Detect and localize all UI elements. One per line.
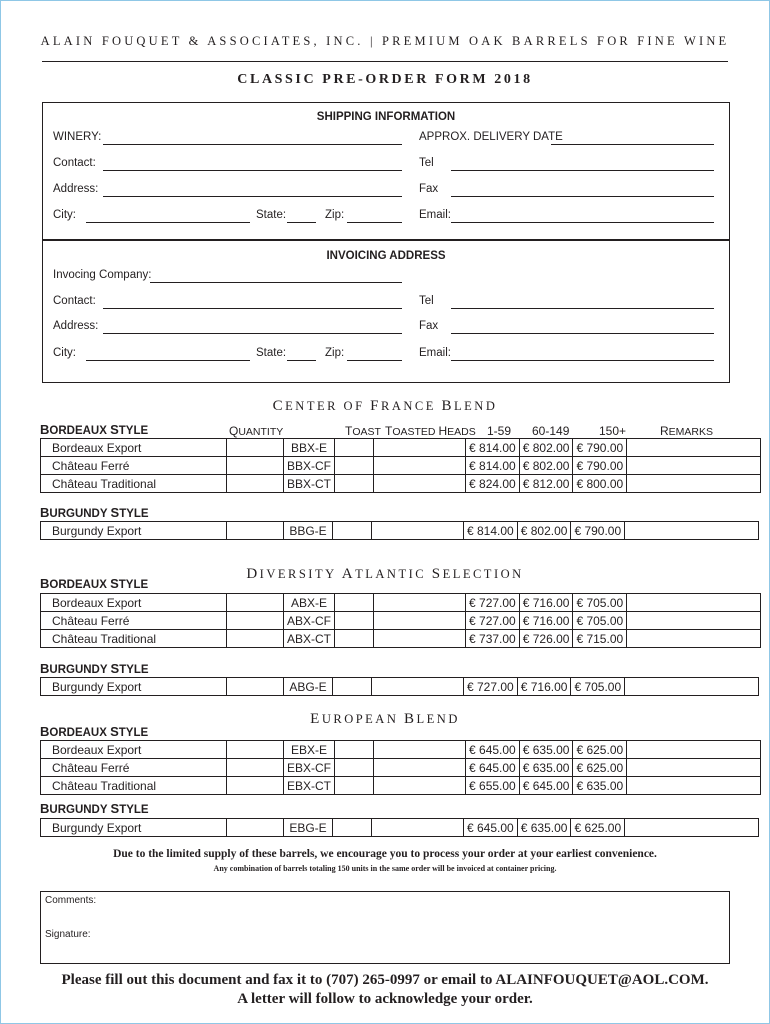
toast-cell[interactable] <box>335 457 374 475</box>
invoicing-fax-field[interactable] <box>451 333 714 334</box>
footer-acknowledgement: A letter will follow to acknowledge your order. <box>237 991 533 1007</box>
price-1-59: € 655.00 <box>466 777 520 795</box>
invoicing-tel-field[interactable] <box>451 308 714 309</box>
atlantic-burgundy-table <box>40 677 759 696</box>
quantity-cell[interactable] <box>227 475 284 493</box>
price-150-plus: € 705.00 <box>571 678 625 696</box>
remarks-cell[interactable] <box>627 741 761 759</box>
barrel-name: Burgundy Export <box>41 819 227 837</box>
price-1-59: € 727.00 <box>464 678 518 696</box>
barrel-name: Burgundy Export <box>41 678 227 696</box>
price-60-149: € 645.00 <box>519 777 573 795</box>
table-row <box>41 457 761 475</box>
table-row <box>41 759 761 777</box>
invoicing-company-label: Invocing Company: <box>53 269 152 281</box>
remarks-cell[interactable] <box>627 457 761 475</box>
barrel-code: BBX-E <box>284 439 335 457</box>
barrel-code: BBX-CF <box>284 457 335 475</box>
toast-cell[interactable] <box>333 819 372 837</box>
col-toasted-heads: TOASTED HEADS <box>385 424 476 438</box>
company-header: ALAIN FOUQUET & ASSOCIATES, INC. | PREMIUM OAK BARRELS FOR FINE WINE <box>40 34 730 48</box>
delivery-date-field[interactable] <box>551 144 714 145</box>
invoicing-contact-field[interactable] <box>103 308 402 309</box>
shipping-address-label: Address: <box>53 183 99 195</box>
header-rule <box>42 61 728 62</box>
quantity-cell[interactable] <box>227 612 284 630</box>
barrel-name: Château Traditional <box>41 630 227 648</box>
shipping-contact-label: Contact: <box>53 157 96 169</box>
barrel-name: Bordeaux Export <box>41 439 227 457</box>
toasted-heads-cell[interactable] <box>374 612 466 630</box>
barrel-code: ABX-E <box>284 594 335 612</box>
supply-note: Due to the limited supply of these barrels, we encourage you to process your order at your earliest convenience. <box>113 848 657 860</box>
price-1-59: € 824.00 <box>466 475 520 493</box>
invoicing-city-field[interactable] <box>86 360 250 361</box>
style-heading-bordeaux: BORDEAUX STYLE <box>40 724 149 739</box>
barrel-name: Bordeaux Export <box>41 741 227 759</box>
remarks-cell[interactable] <box>625 522 759 540</box>
price-150-plus: € 625.00 <box>571 819 625 837</box>
quantity-cell[interactable] <box>227 759 284 777</box>
invoicing-company-field[interactable] <box>150 282 402 283</box>
comments-box[interactable] <box>40 891 730 964</box>
quantity-cell[interactable] <box>227 630 284 648</box>
shipping-fax-label: Fax <box>419 183 439 195</box>
toast-cell[interactable] <box>335 475 374 493</box>
price-150-plus: € 800.00 <box>573 475 627 493</box>
toasted-heads-cell[interactable] <box>372 819 464 837</box>
toasted-heads-cell[interactable] <box>374 777 466 795</box>
price-60-149: € 716.00 <box>519 594 573 612</box>
price-1-59: € 727.00 <box>466 612 520 630</box>
price-150-plus: € 790.00 <box>573 457 627 475</box>
barrel-name: Château Ferré <box>41 612 227 630</box>
toast-cell[interactable] <box>335 594 374 612</box>
barrel-code: EBX-E <box>284 741 335 759</box>
quantity-cell[interactable] <box>227 741 284 759</box>
price-60-149: € 635.00 <box>519 759 573 777</box>
toast-cell[interactable] <box>333 522 372 540</box>
style-heading-burgundy: BURGUNDY STYLE <box>40 661 149 676</box>
style-heading-burgundy: BURGUNDY STYLE <box>40 801 149 816</box>
shipping-city-field[interactable] <box>86 222 250 223</box>
european-bordeaux-table <box>40 740 761 795</box>
price-60-149: € 635.00 <box>519 741 573 759</box>
signature-label: Signature: <box>45 929 91 940</box>
price-60-149: € 716.00 <box>517 678 571 696</box>
col-price-150-plus: 150+ <box>599 424 627 438</box>
price-150-plus: € 790.00 <box>573 439 627 457</box>
table-row <box>41 594 761 612</box>
invoicing-zip-field[interactable] <box>347 360 402 361</box>
barrel-code: ABX-CF <box>284 612 335 630</box>
toast-cell[interactable] <box>335 777 374 795</box>
quantity-cell[interactable] <box>227 777 284 795</box>
style-heading-burgundy: BURGUNDY STYLE <box>40 505 149 520</box>
invoicing-email-field[interactable] <box>451 360 714 361</box>
toasted-heads-cell[interactable] <box>374 759 466 777</box>
invoicing-email-label: Email: <box>419 347 451 359</box>
price-60-149: € 802.00 <box>519 439 573 457</box>
shipping-tel-label: Tel <box>419 157 434 169</box>
european-burgundy-table <box>40 818 759 837</box>
toast-cell[interactable] <box>335 741 374 759</box>
invoicing-state-field[interactable] <box>287 360 316 361</box>
toast-cell[interactable] <box>333 678 372 696</box>
barrel-code: EBG-E <box>284 819 333 837</box>
shipping-zip-label: Zip: <box>325 209 345 221</box>
col-price-1-59: 1-59 <box>487 424 512 438</box>
col-price-60-149: 60-149 <box>532 424 570 438</box>
invoicing-heading: INVOICING ADDRESS <box>326 250 446 262</box>
barrel-name: Château Ferré <box>41 759 227 777</box>
price-1-59: € 645.00 <box>464 819 518 837</box>
quantity-cell[interactable] <box>227 457 284 475</box>
comments-label: Comments: <box>45 895 97 906</box>
toasted-heads-cell[interactable] <box>372 678 464 696</box>
toasted-heads-cell[interactable] <box>374 475 466 493</box>
form-title: CLASSIC PRE-ORDER FORM 2018 <box>237 72 533 87</box>
toasted-heads-cell[interactable] <box>374 457 466 475</box>
price-150-plus: € 790.00 <box>571 522 625 540</box>
col-toast: TOAST <box>345 424 381 438</box>
address-box-divider <box>42 239 730 241</box>
price-1-59: € 814.00 <box>464 522 518 540</box>
remarks-cell[interactable] <box>627 612 761 630</box>
quantity-cell[interactable] <box>227 522 284 540</box>
remarks-cell[interactable] <box>627 439 761 457</box>
price-1-59: € 645.00 <box>466 759 520 777</box>
quantity-cell[interactable] <box>227 594 284 612</box>
invoicing-address-field[interactable] <box>103 333 402 334</box>
price-60-149: € 726.00 <box>519 630 573 648</box>
price-1-59: € 727.00 <box>466 594 520 612</box>
toasted-heads-cell[interactable] <box>374 439 466 457</box>
invoicing-contact-label: Contact: <box>53 295 96 307</box>
barrel-name: Château Traditional <box>41 475 227 493</box>
price-60-149: € 635.00 <box>517 819 571 837</box>
shipping-tel-field[interactable] <box>451 170 714 171</box>
remarks-cell[interactable] <box>627 475 761 493</box>
toast-cell[interactable] <box>335 630 374 648</box>
remarks-cell[interactable] <box>627 594 761 612</box>
invoicing-city-label: City: <box>53 347 76 359</box>
invoicing-state-label: State: <box>256 347 287 359</box>
blend-title-european: EUROPEAN BLEND <box>310 711 460 727</box>
shipping-zip-field[interactable] <box>347 222 402 223</box>
toast-cell[interactable] <box>335 439 374 457</box>
table-row <box>41 777 761 795</box>
blend-title-center: CENTER OF FRANCE BLEND <box>272 398 498 414</box>
toasted-heads-cell[interactable] <box>374 594 466 612</box>
shipping-address-field[interactable] <box>103 196 402 197</box>
price-60-149: € 716.00 <box>519 612 573 630</box>
price-150-plus: € 625.00 <box>573 759 627 777</box>
atlantic-bordeaux-table <box>40 593 761 648</box>
table-row <box>41 522 759 540</box>
delivery-date-label: APPROX. DELIVERY DATE <box>419 131 563 143</box>
barrel-name: Burgundy Export <box>41 522 227 540</box>
toasted-heads-cell[interactable] <box>374 741 466 759</box>
invoicing-fax-label: Fax <box>419 320 439 332</box>
toast-cell[interactable] <box>335 759 374 777</box>
toast-cell[interactable] <box>335 612 374 630</box>
price-150-plus: € 705.00 <box>573 612 627 630</box>
remarks-cell[interactable] <box>627 777 761 795</box>
footer-instructions: Please fill out this document and fax it to (707) 265-0997 or email to ALAINFOUQUET@AOL.COM. <box>61 972 709 988</box>
table-row <box>41 630 761 648</box>
quantity-cell[interactable] <box>227 439 284 457</box>
barrel-code: BBX-CT <box>284 475 335 493</box>
price-150-plus: € 715.00 <box>573 630 627 648</box>
remarks-cell[interactable] <box>625 819 759 837</box>
toasted-heads-cell[interactable] <box>374 630 466 648</box>
winery-label: WINERY: <box>53 131 102 143</box>
price-60-149: € 812.00 <box>519 475 573 493</box>
remarks-cell[interactable] <box>625 678 759 696</box>
invoicing-address-label: Address: <box>53 320 99 332</box>
quantity-cell[interactable] <box>227 678 284 696</box>
blend-title-atlantic: DIVERSITY ATLANTIC SELECTION <box>246 566 524 582</box>
style-heading-bordeaux: BORDEAUX STYLE <box>40 576 149 591</box>
shipping-email-field[interactable] <box>451 222 714 223</box>
winery-field[interactable] <box>103 144 402 145</box>
center-bordeaux-table <box>40 438 761 493</box>
price-1-59: € 645.00 <box>466 741 520 759</box>
invoicing-zip-label: Zip: <box>325 347 345 359</box>
price-1-59: € 814.00 <box>466 439 520 457</box>
container-pricing-note: Any combination of barrels totaling 150 units in the same order will be invoiced at container pricing. <box>213 864 557 873</box>
barrel-name: Château Traditional <box>41 777 227 795</box>
col-remarks: REMARKS <box>660 424 714 438</box>
shipping-heading: SHIPPING INFORMATION <box>316 111 456 123</box>
shipping-state-field[interactable] <box>287 222 316 223</box>
table-row <box>41 678 759 696</box>
price-150-plus: € 625.00 <box>573 741 627 759</box>
price-1-59: € 814.00 <box>466 457 520 475</box>
col-quantity: QUANTITY <box>229 424 284 438</box>
table-row <box>41 741 761 759</box>
shipping-contact-field[interactable] <box>103 170 402 171</box>
price-60-149: € 802.00 <box>517 522 571 540</box>
remarks-cell[interactable] <box>627 630 761 648</box>
barrel-code: BBG-E <box>284 522 333 540</box>
price-60-149: € 802.00 <box>519 457 573 475</box>
barrel-code: ABG-E <box>284 678 333 696</box>
price-1-59: € 737.00 <box>466 630 520 648</box>
table-row <box>41 475 761 493</box>
style-heading-bordeaux: BORDEAUX STYLE <box>40 422 149 437</box>
barrel-code: ABX-CT <box>284 630 335 648</box>
barrel-code: EBX-CT <box>284 777 335 795</box>
barrel-name: Château Ferré <box>41 457 227 475</box>
shipping-fax-field[interactable] <box>451 196 714 197</box>
table-row <box>41 439 761 457</box>
shipping-email-label: Email: <box>419 209 451 221</box>
price-150-plus: € 705.00 <box>573 594 627 612</box>
quantity-cell[interactable] <box>227 819 284 837</box>
barrel-name: Bordeaux Export <box>41 594 227 612</box>
shipping-state-label: State: <box>256 209 287 221</box>
shipping-city-label: City: <box>53 209 76 221</box>
center-burgundy-table <box>40 521 759 540</box>
toasted-heads-cell[interactable] <box>372 522 464 540</box>
remarks-cell[interactable] <box>627 759 761 777</box>
invoicing-tel-label: Tel <box>419 295 434 307</box>
table-row <box>41 819 759 837</box>
price-150-plus: € 635.00 <box>573 777 627 795</box>
table-row <box>41 612 761 630</box>
barrel-code: EBX-CF <box>284 759 335 777</box>
